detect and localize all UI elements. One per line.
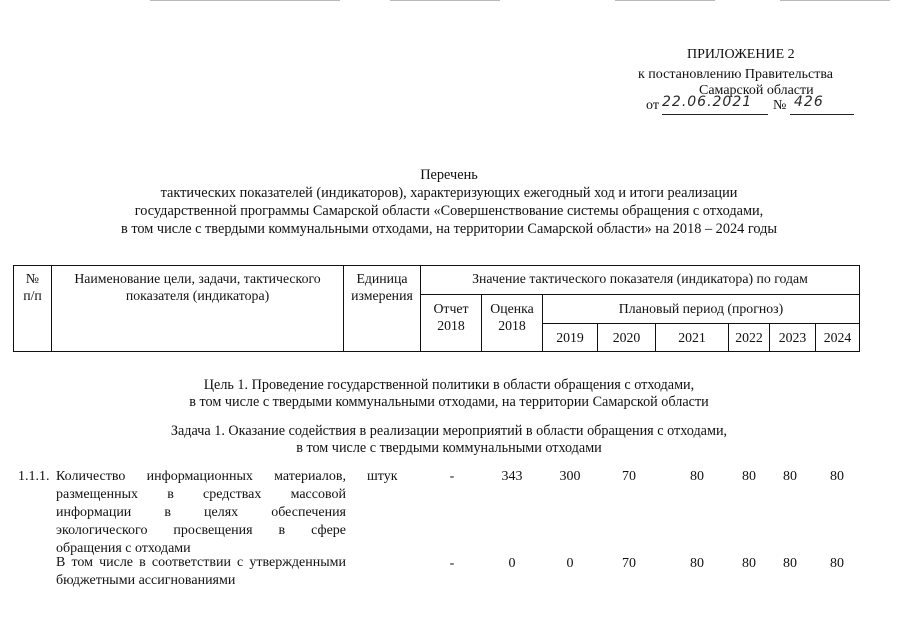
goal-line-1: Цель 1. Проведение государственной политики в области обращения с отходами,	[203, 377, 695, 393]
header-year: 2021	[678, 330, 706, 345]
header-year: 2022	[735, 330, 763, 345]
date-value: 22.06.2021	[662, 94, 753, 110]
header-year: 2019	[556, 330, 584, 345]
scan-edge-mark	[615, 0, 715, 1]
header-report-line-1: Отчет	[433, 301, 469, 316]
doc-subtitle-line: тактических показателей (индикаторов), характеризующих ежегодный ход и итоги реализации	[160, 185, 738, 201]
value-2019: 300	[559, 469, 581, 484]
annex-line-2: Самарской области	[699, 83, 814, 98]
task-line-2: в том числе с твердыми коммунальными отходами	[296, 440, 602, 456]
annex-line-1: к постановлению Правительства	[638, 67, 834, 82]
date-prefix: от	[646, 98, 659, 113]
header-num-line-1: №	[25, 271, 40, 286]
value-report-2018: -	[449, 469, 455, 484]
value-2021: 80	[690, 556, 704, 571]
number-prefix: №	[773, 98, 787, 113]
header-unit-line-1: Единица	[356, 271, 408, 286]
header-year: 2023	[778, 330, 807, 345]
value-2023: 80	[783, 556, 797, 571]
value-2022: 80	[742, 469, 756, 484]
value-estimate-2018: 343	[501, 469, 523, 484]
date-underline	[662, 114, 768, 115]
value-report-2018: -	[449, 556, 455, 571]
annex-title: ПРИЛОЖЕНИЕ 2	[687, 47, 795, 62]
scan-edge-mark	[390, 0, 500, 1]
row-number: 1.1.1.	[18, 469, 50, 484]
doc-title: Перечень	[420, 167, 478, 183]
value-2020: 70	[622, 469, 636, 484]
header-report-line-2: 2018	[437, 318, 465, 333]
value-2022: 80	[742, 556, 756, 571]
task-line-1: Задача 1. Оказание содействия в реализации мероприятий в области обращения с отходами,	[170, 423, 728, 439]
header-year: 2020	[612, 330, 641, 345]
header-estimate-line-1: Оценка	[490, 301, 534, 316]
value-2019: 0	[566, 556, 574, 571]
doc-subtitle-line: в том числе с твердыми коммунальными отходами, на территории Самарской области» на 2018 – 2024 годы	[121, 221, 777, 237]
scan-edge-mark	[780, 0, 890, 1]
header-name-line-1: Наименование цели, задачи, тактического	[74, 271, 321, 286]
doc-subtitle-line: государственной программы Самарской области «Совершенствование системы обращения с отходами,	[134, 203, 764, 219]
value-2024: 80	[830, 556, 844, 571]
number-underline	[790, 114, 854, 115]
header-values-title: Значение тактического показателя (индикатора) по годам	[472, 271, 808, 286]
indicator-unit: штук	[367, 469, 398, 484]
table-row-divider	[542, 323, 860, 324]
value-2024: 80	[830, 469, 844, 484]
header-name-line-2: показателя (индикатора)	[125, 288, 270, 303]
value-2020: 70	[622, 556, 636, 571]
annex-date-row	[646, 94, 856, 118]
indicator-description: Количество информационных материалов, размещенных в средствах массовой информации в целях обеспечения экологического просвещения в сфере обращения с отходами	[56, 469, 346, 556]
header-unit-line-2: измерения	[351, 288, 413, 303]
value-2023: 80	[783, 469, 797, 484]
scan-edge-mark	[150, 0, 340, 1]
header-plan-title: Плановый период (прогноз)	[618, 301, 784, 316]
value-2021: 80	[690, 469, 704, 484]
header-estimate-line-2: 2018	[498, 318, 526, 333]
table-row-divider	[420, 294, 860, 295]
goal-line-2: в том числе с твердыми коммунальными отходами, на территории Самарской области	[189, 394, 709, 410]
number-value: 426	[794, 94, 824, 110]
table-border-right	[859, 265, 860, 352]
header-year: 2024	[823, 330, 852, 345]
indicator-subdescription: В том числе в соответствии с утвержденными бюджетными ассигнованиями	[56, 555, 346, 588]
table-border-top	[13, 265, 860, 266]
table-border-bottom	[13, 351, 860, 352]
header-num-line-2: п/п	[23, 288, 42, 303]
value-estimate-2018: 0	[508, 556, 516, 571]
